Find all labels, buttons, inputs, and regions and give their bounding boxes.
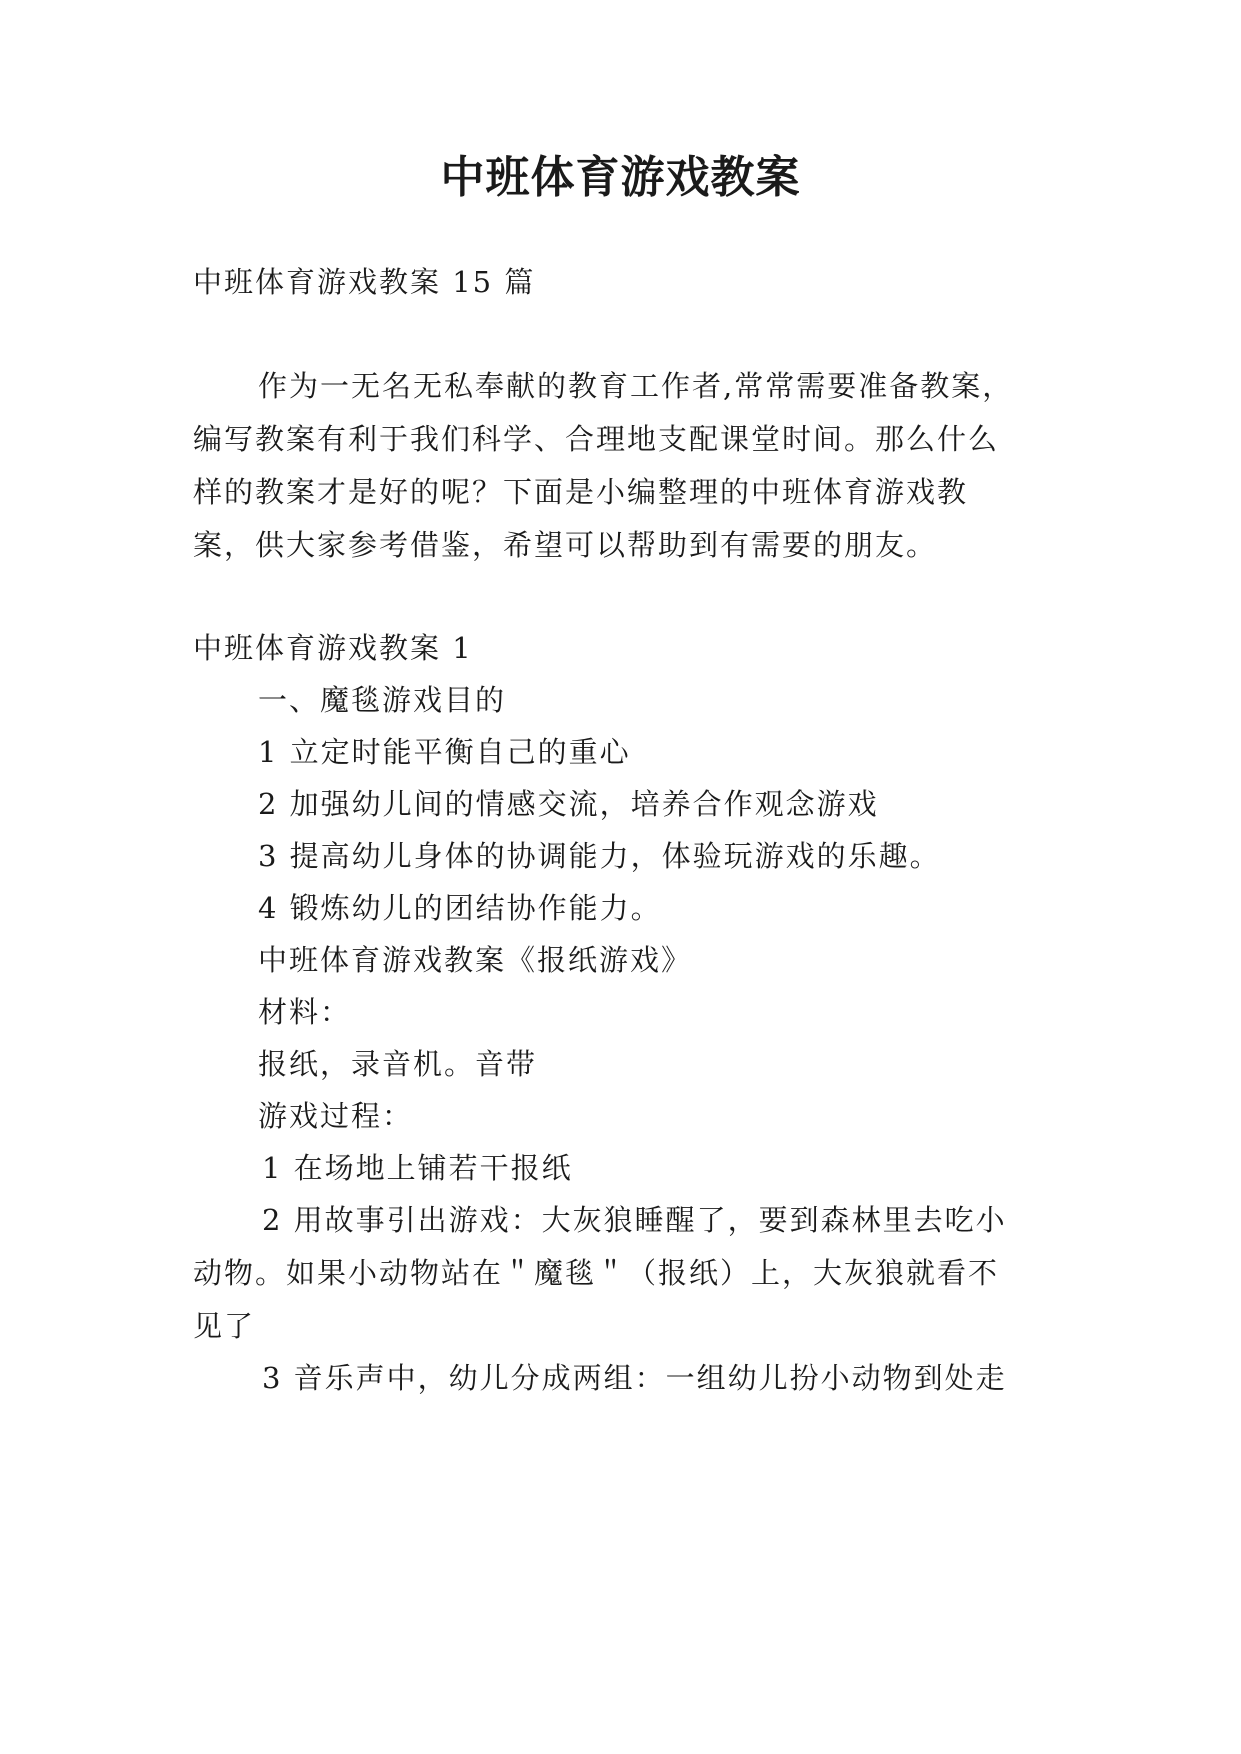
- materials-label: 材料：: [258, 995, 352, 1029]
- materials-text: 报纸，录音机。音带: [258, 1047, 538, 1081]
- process-step-continued: 动物。如果小动物站在＂魔毯＂（报纸）上，大灰狼就看不: [193, 1256, 1000, 1290]
- section-heading: 中班体育游戏教案 1: [193, 631, 473, 665]
- process-step: 1 在场地上铺若干报纸: [262, 1151, 573, 1185]
- purpose-item: 1 立定时能平衡自己的重心: [258, 735, 631, 769]
- process-step-continued: 见了: [193, 1309, 256, 1343]
- document-subtitle: 中班体育游戏教案 15 篇: [193, 265, 536, 299]
- process-label: 游戏过程：: [258, 1099, 414, 1133]
- intro-line: 案，供大家参考借鉴，希望可以帮助到有需要的朋友。: [193, 528, 938, 562]
- process-step: 3 音乐声中，幼儿分成两组：一组幼儿扮小动物到处走: [262, 1361, 1007, 1395]
- purpose-item: 3 提高幼儿身体的协调能力，体验玩游戏的乐趣。: [258, 839, 941, 873]
- purpose-heading: 一、魔毯游戏目的: [258, 683, 507, 717]
- purpose-item: 4 锻炼幼儿的团结协作能力。: [258, 891, 662, 925]
- game-title: 中班体育游戏教案《报纸游戏》: [258, 943, 693, 977]
- document-title: 中班体育游戏教案: [440, 152, 801, 203]
- purpose-item: 2 加强幼儿间的情感交流，培养合作观念游戏: [258, 787, 879, 821]
- intro-line: 编写教案有利于我们科学、合理地支配课堂时间。那么什么: [193, 422, 1000, 456]
- intro-line: 样的教案才是好的呢？下面是小编整理的中班体育游戏教: [193, 475, 969, 509]
- intro-line: 作为一无名无私奉献的教育工作者,常常需要准备教案，: [258, 369, 1014, 403]
- process-step: 2 用故事引出游戏：大灰狼睡醒了，要到森林里去吃小: [262, 1203, 1007, 1237]
